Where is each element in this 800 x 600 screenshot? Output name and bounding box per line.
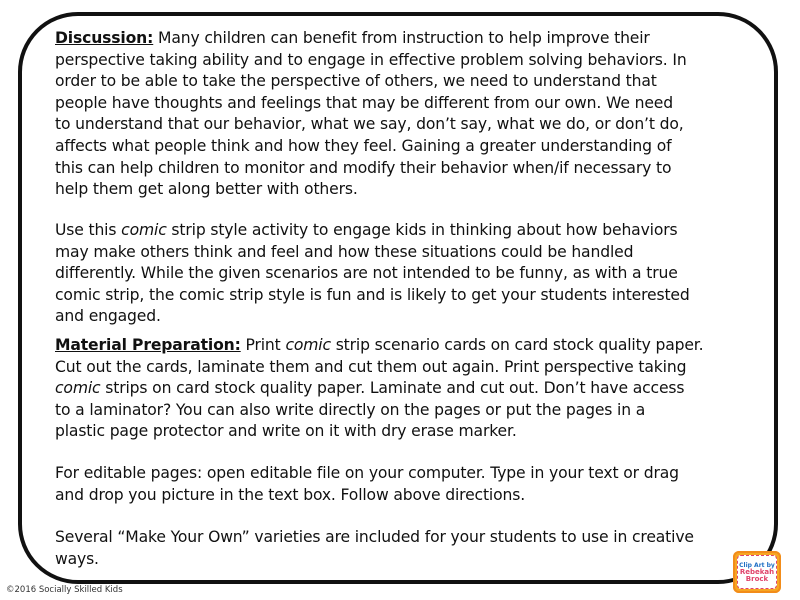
- material-line: Cut out the cards, laminate them and cut them out again. Print perspective taking: [55, 357, 687, 376]
- logo-text: Clip Art by: [739, 561, 775, 569]
- activity-line: differently. While the given scenarios are not intended to be funny, as with a true: [55, 264, 678, 283]
- discussion-line: this can help children to monitor and modify their behavior when/if necessary to: [55, 158, 672, 177]
- material-line: to a laminator? You can also write directly on the pages or put the pages in a: [55, 400, 646, 419]
- activity-text: Use this: [55, 221, 122, 239]
- activity-text: strip style activity to engage kids in thinking about how behaviors: [166, 221, 678, 239]
- activity-paragraph: [55, 220, 690, 328]
- discussion-line: people have thoughts and feelings that may be different from our own. We need: [55, 93, 673, 112]
- editable-paragraph: [55, 463, 679, 506]
- logo-text: Rebekah: [739, 567, 775, 576]
- make-your-own-paragraph: [55, 527, 694, 570]
- discussion-heading: Discussion:: [55, 29, 154, 47]
- make-your-own-line: Several “Make Your Own” varieties are included for your students to use in creative: [55, 528, 694, 546]
- material-line: plastic page protector and write on it with dry erase marker.: [55, 422, 517, 441]
- logo-badge: [737, 555, 777, 589]
- material-text: Print: [240, 336, 286, 354]
- activity-italic-word: comic: [121, 221, 167, 239]
- material-line: [55, 378, 703, 400]
- activity-line: may make others think and feel and how these situations could be handled: [55, 242, 634, 261]
- discussion-text: Many children can benefit from instruction to help improve their: [153, 29, 650, 47]
- activity-line: and engaged.: [55, 307, 161, 326]
- make-your-own-line: ways.: [55, 549, 99, 568]
- clip-art-logo: [733, 551, 781, 593]
- discussion-line: order to be able to take the perspective of others, we need to understand that: [55, 72, 657, 91]
- discussion-line: help them get along better with others.: [55, 180, 358, 199]
- discussion-paragraph: [55, 28, 687, 201]
- discussion-line: perspective taking ability and to engage in effective problem solving behaviors. In: [55, 50, 687, 69]
- material-line: [55, 335, 703, 357]
- material-text: strip scenario cards on card stock quality paper.: [330, 336, 704, 354]
- discussion-line: [55, 28, 687, 50]
- material-italic-word: comic: [55, 379, 101, 398]
- discussion-line: to understand that our behavior, what we say, don’t say, what we do, or don’t do,: [55, 115, 684, 134]
- material-heading: Material Preparation:: [55, 336, 241, 354]
- material-text: strips on card stock quality paper. Laminate and cut out. Don’t have access: [100, 379, 685, 398]
- editable-line: and drop you picture in the text box. Follow above directions.: [55, 485, 526, 504]
- copyright-footer: ©2016 Socially Skilled Kids: [6, 585, 123, 595]
- material-paragraph: [55, 335, 703, 443]
- activity-line: [55, 220, 690, 242]
- activity-line: comic strip, the comic strip style is fun and is likely to get your students interested: [55, 285, 690, 304]
- editable-line: For editable pages: open editable file on your computer. Type in your text or drag: [55, 464, 679, 482]
- material-italic-word: comic: [285, 336, 331, 354]
- logo-text: Brock: [745, 574, 769, 583]
- discussion-line: affects what people think and how they feel. Gaining a greater understanding of: [55, 136, 672, 155]
